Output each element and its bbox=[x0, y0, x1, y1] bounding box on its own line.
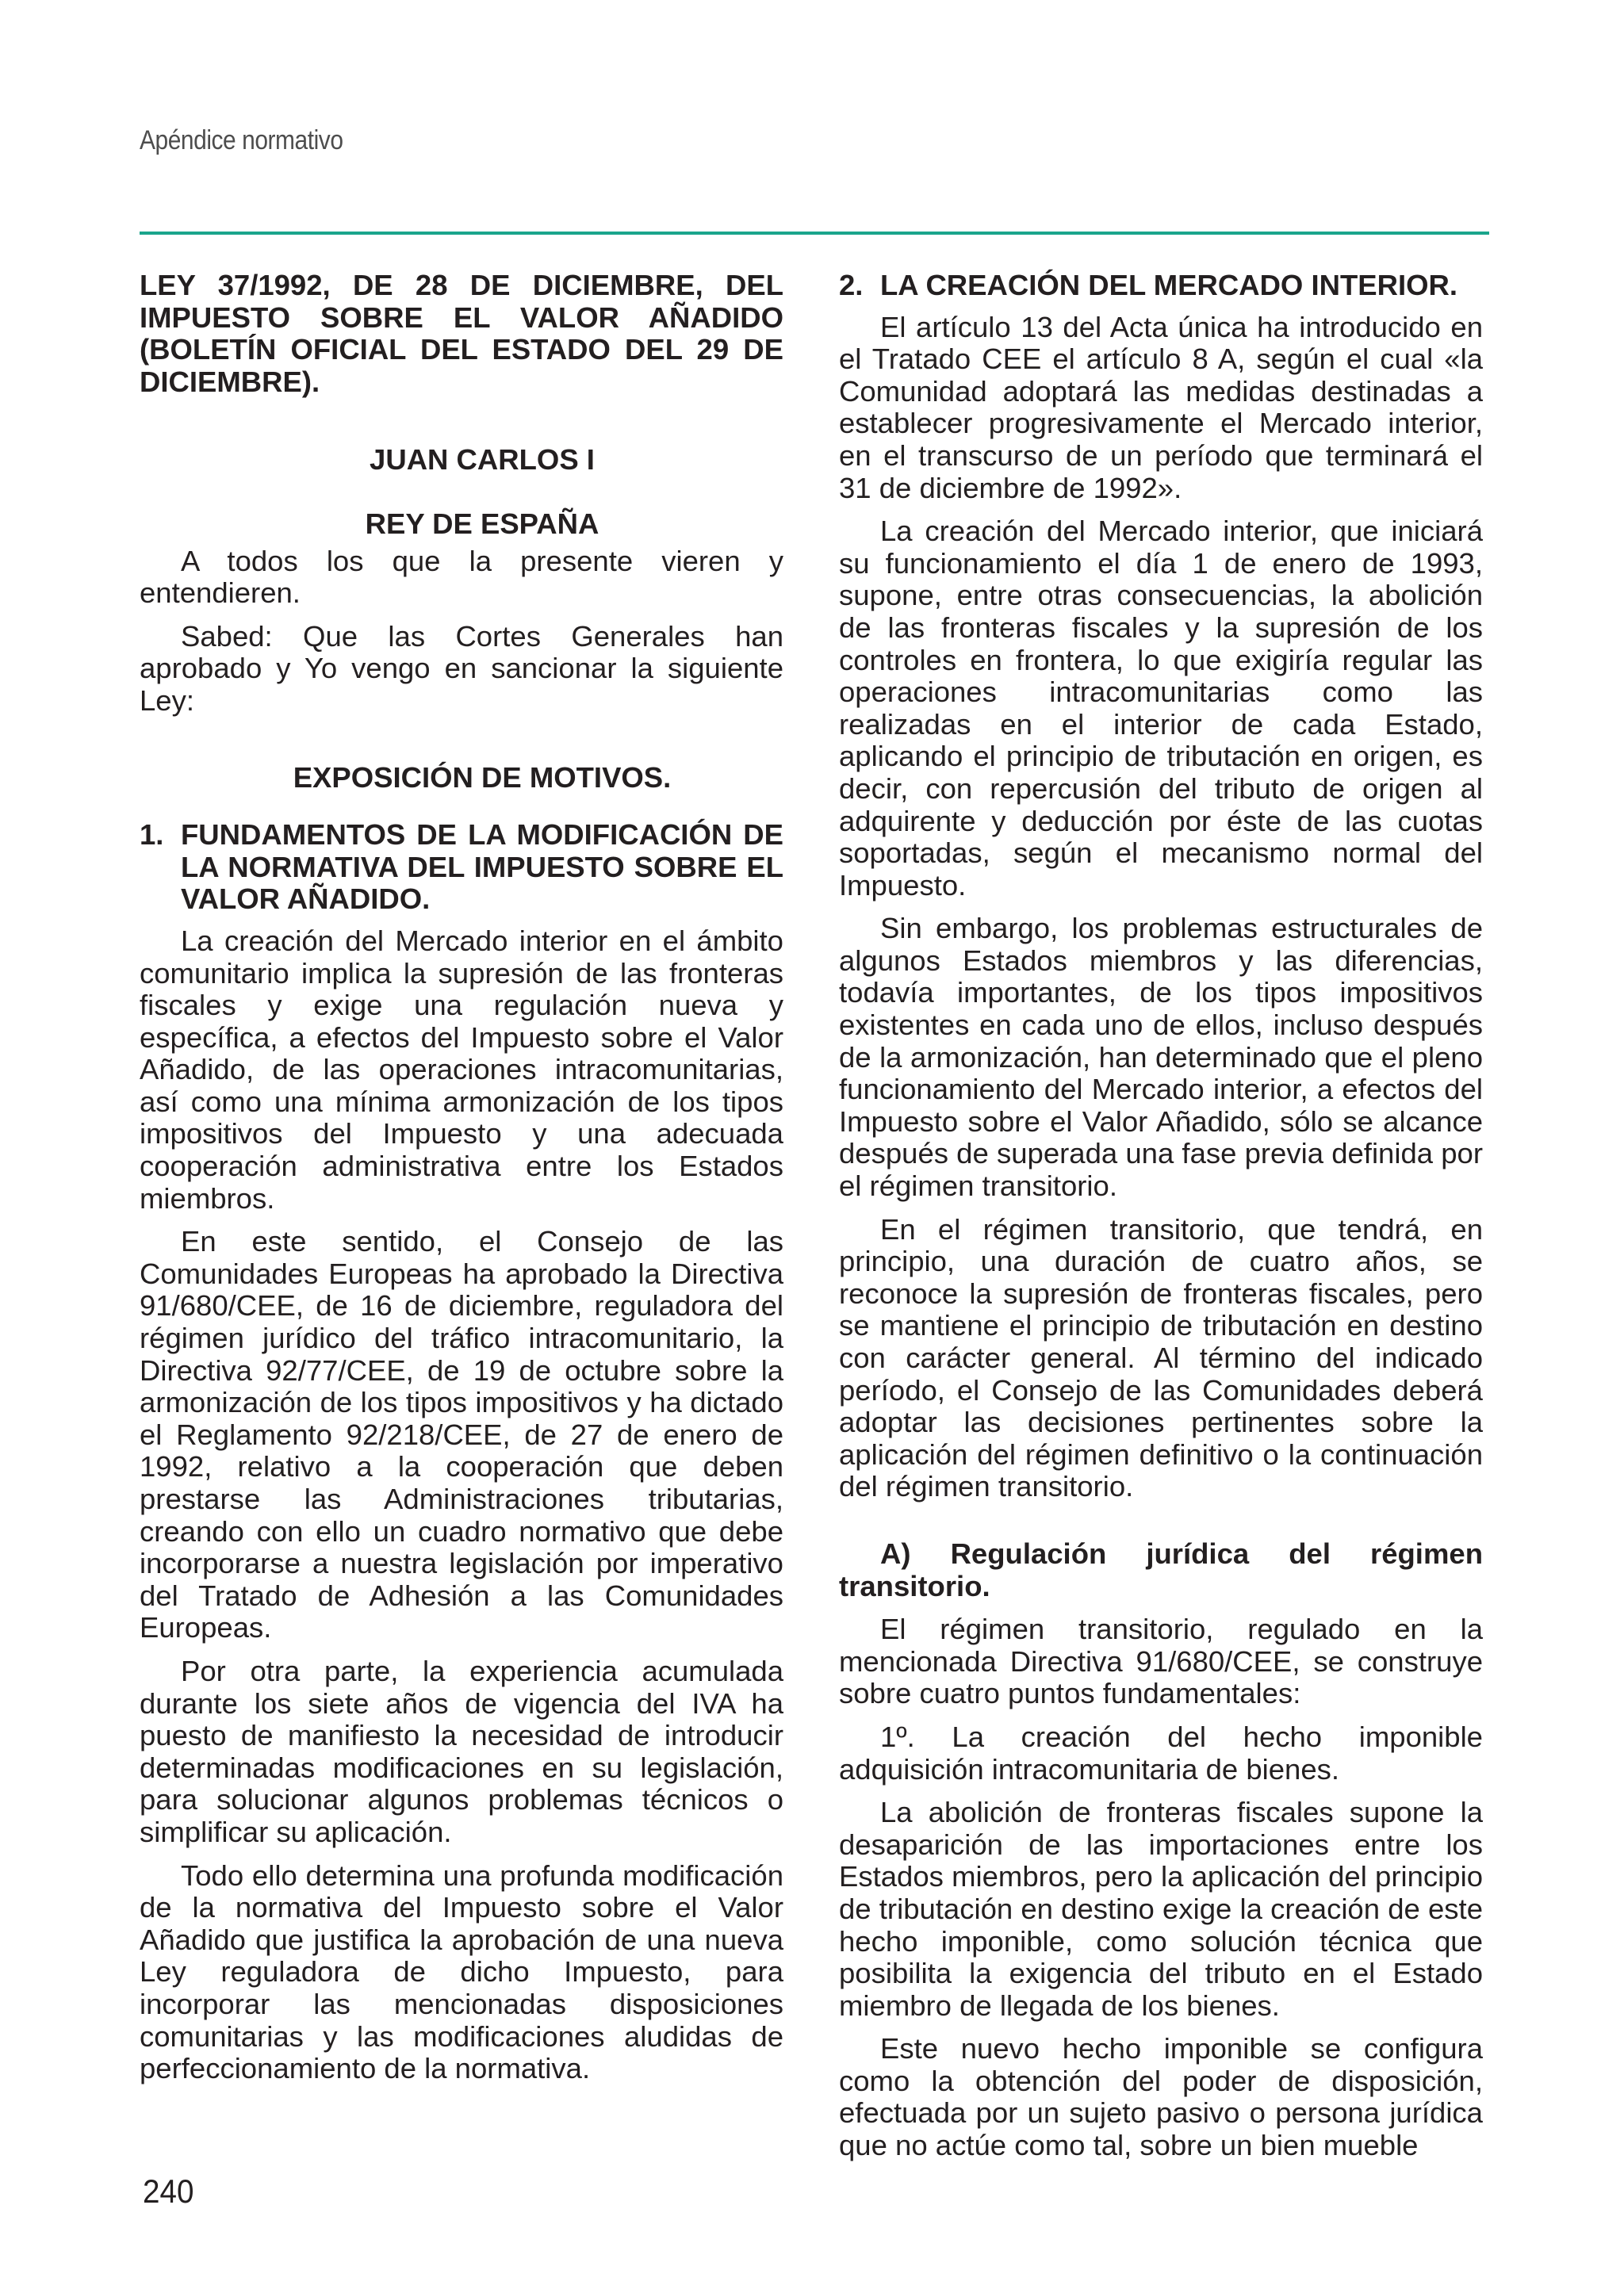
paragraph: La creación del Mercado interior, que iniciará su funcionamiento el día 1 de enero de 1993, supone, entre otras consecuencias, la abolición de las fronteras fiscales y la supresión de los controles en frontera, lo que exigiría regular las operaciones intracomunitarias como las realizadas en el interior de cada Estado, aplicando el principio de tributación en origen, es decir, con repercusión del tributo de origen al adquirente y deducción por éste de las cuotas soportadas, según el mecanismo normal del Impuesto. bbox=[839, 515, 1483, 902]
paragraph: 1º. La creación del hecho imponible adquisición intracomunitaria de bienes. bbox=[839, 1720, 1483, 1786]
header-rule bbox=[140, 232, 1489, 235]
section-1-title: FUNDAMENTOS DE LA MODIFICACIÓN DE LA NORMATIVA DEL IMPUESTO SOBRE EL VALOR AÑADIDO. bbox=[181, 818, 783, 916]
exposicion-heading: EXPOSICIÓN DE MOTIVOS. bbox=[293, 760, 672, 794]
paragraph-todos: A todos los que la presente vieren y entendieren. bbox=[140, 544, 783, 610]
page-number: 240 bbox=[143, 2172, 194, 2210]
section-2-title: LA CREACIÓN DEL MERCADO INTERIOR. bbox=[880, 269, 1457, 301]
paragraph: La creación del Mercado interior en el ámbito comunitario implica la supresión de las fronteras fiscales y exige una regulación nueva y específica, a efectos del Impuesto sobre el Valor Añadido, de las operaciones intracomunitarias, así como una mínima armonización de los tipos impositivos del Impuesto y una adecuada cooperación administrativa entre los Estados miembros. bbox=[140, 924, 783, 1215]
subsection-a-heading: A) Regulación jurídica del régimen transitorio. bbox=[839, 1537, 1483, 1602]
section-2-number: 2. bbox=[839, 269, 864, 301]
right-column bbox=[839, 270, 1483, 2173]
paragraph: El régimen transitorio, regulado en la mencionada Directiva 91/680/CEE, se construye sobre cuatro puntos fundamentales: bbox=[839, 1613, 1483, 1710]
paragraph-sabed: Sabed: Que las Cortes Generales han aprobado y Yo vengo en sancionar la siguiente Ley: bbox=[140, 619, 783, 717]
king-title: REY DE ESPAÑA bbox=[365, 507, 599, 540]
paragraph: Todo ello determina una profunda modificación de la normativa del Impuesto sobre el Valor Añadido que justifica la aprobación de una nueva Ley reguladora de dicho Impuesto, para incorporar las mencionadas disposiciones comunitarias y las modificaciones aludidas de perfeccionamiento de la normativa. bbox=[140, 1859, 783, 2085]
paragraph: La abolición de fronteras fiscales supone la desaparición de las importaciones entre los Estados miembros, pero la aplicación del principio de tributación en destino exige la creación de este hecho imponible, como solución técnica que posibilita la exigencia del tributo en el Estado miembro de llegada de los bienes. bbox=[839, 1796, 1483, 2022]
section-1-number: 1. bbox=[140, 818, 164, 852]
paragraph: En este sentido, el Consejo de las Comunidades Europeas ha aprobado la Directiva 91/680/CEE, de 16 de diciembre, reguladora del régimen jurídico del tráfico intracomunitario, la Directiva 92/77/CEE, de 19 de octubre sobre la armonización de los tipos impositivos y ha dictado el Reglamento 92/218/CEE, de 27 de enero de 1992, relativo a la cooperación que deben prestarse las Administraciones tributarias, creando con ello un cuadro normativo que debe incorporarse a nuestra legislación por imperativo del Tratado de Adhesión a las Comunidades Europeas. bbox=[140, 1225, 783, 1644]
king-name: JUAN CARLOS I bbox=[370, 443, 595, 477]
section-1-heading bbox=[140, 819, 783, 916]
paragraph: Este nuevo hecho imponible se configura como la obtención del poder de disposición, efectuada por un sujeto pasivo o persona jurídica que no actúe como tal, sobre un bien mueble bbox=[839, 2032, 1483, 2162]
law-title: LEY 37/1992, DE 28 DE DICIEMBRE, DEL IMPUESTO SOBRE EL VALOR AÑADIDO (BOLETÍN OFICIAL DEL ESTADO DEL 29 DE DICIEMBRE). bbox=[140, 269, 783, 398]
paragraph: Por otra parte, la experiencia acumulada durante los siete años de vigencia del IVA ha puesto de manifiesto la necesidad de introducir determinadas modificaciones en su legislación, para solucionar algunos problemas técnicos o simplificar su aplicación. bbox=[140, 1654, 783, 1848]
paragraph: En el régimen transitorio, que tendrá, en principio, una duración de cuatro años, se reconoce la supresión de fronteras fiscales, pero se mantiene el principio de tributación en destino con carácter general. Al término del indicado período, el Consejo de las Comunidades deberá adoptar las decisiones pertinentes sobre la aplicación del régimen definitivo o la continuación del régimen transitorio. bbox=[839, 1212, 1483, 1503]
running-head: Apéndice normativo bbox=[140, 125, 343, 155]
paragraph: Sin embargo, los problemas estructurales de algunos Estados miembros y las diferencias, todavía importantes, de los tipos impositivos existentes en cada uno de ellos, incluso después de la armonización, han determinado que el pleno funcionamiento del Mercado interior, a efectos del Impuesto sobre el Valor Añadido, sólo se alcance después de superada una fase previa definida por el régimen transitorio. bbox=[839, 912, 1483, 1203]
paragraph: El artículo 13 del Acta única ha introducido en el Tratado CEE el artículo 8 A, según el cual «la Comunidad adoptará las medidas destinadas a establecer progresivamente el Mercado interior, en el transcurso de un período que terminará el 31 de diciembre de 1992». bbox=[839, 310, 1483, 504]
left-column bbox=[140, 270, 783, 2096]
section-2-heading bbox=[839, 270, 1483, 302]
